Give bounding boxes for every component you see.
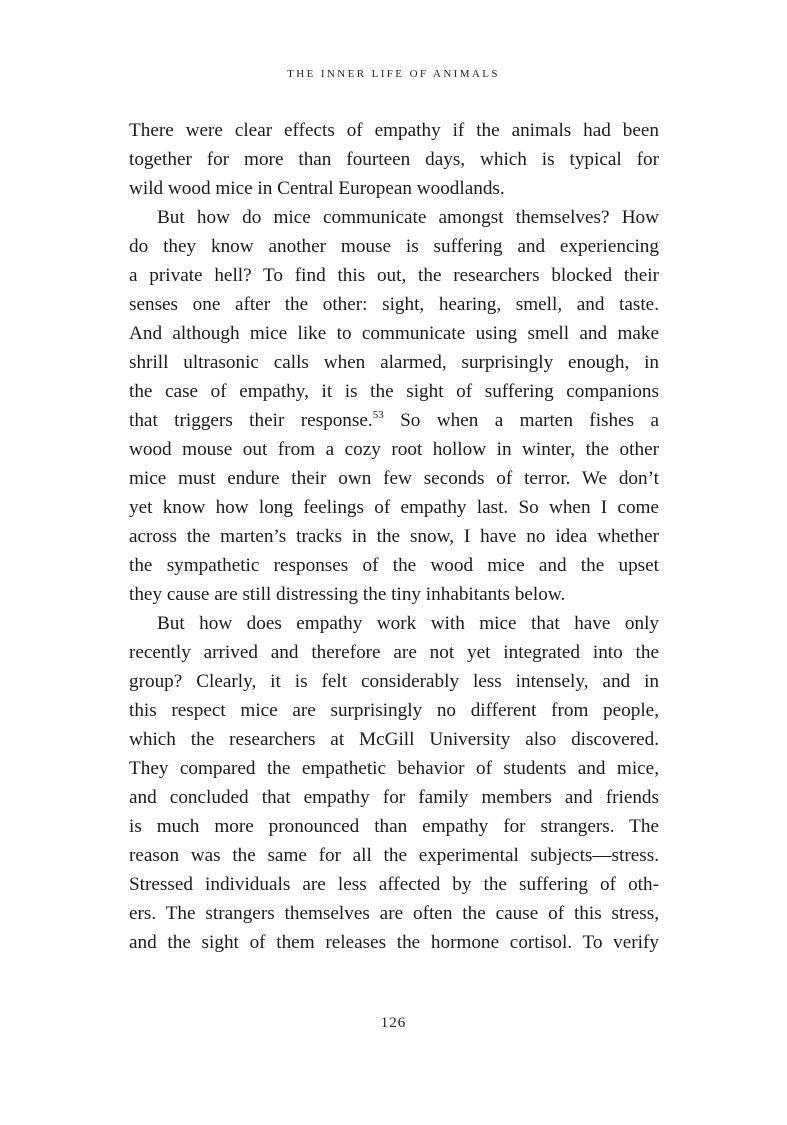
page-number: 126 [380, 1015, 407, 1031]
text-fragment: that triggers their response. [129, 410, 373, 431]
text-line: is much more pronounced than empathy for strangers. The [129, 816, 659, 837]
body-text [129, 116, 659, 957]
text-line: group? Clearly, it is felt considerably less intensely, and in [129, 671, 659, 692]
text-line: They compared the empathetic behavior of students and mice, [129, 758, 659, 779]
text-line: Stressed individuals are less affected by the suffering of oth- [129, 874, 659, 895]
text-line: across the marten’s tracks in the snow, I have no idea whether [129, 526, 659, 547]
text-line: wood mouse out from a cozy root hollow in winter, the other [129, 439, 659, 460]
text-line: But how do mice communicate amongst themselves? How [157, 207, 659, 228]
text-line: do they know another mouse is suffering and experiencing [129, 236, 659, 257]
text-line: ers. The strangers themselves are often the cause of this stress, [129, 903, 659, 924]
text-line: reason was the same for all the experimental subjects—stress. [129, 845, 659, 866]
text-line: shrill ultrasonic calls when alarmed, surprisingly enough, in [129, 352, 659, 373]
text-fragment: So when a marten fishes a [400, 410, 659, 431]
text-line: and the sight of them releases the hormone cortisol. To verify [129, 932, 659, 953]
text-line: together for more than fourteen days, which is typical for [129, 149, 659, 170]
text-line: And although mice like to communicate using smell and make [129, 323, 659, 344]
text-line: wild wood mice in Central European woodlands. [129, 178, 505, 199]
text-line: the sympathetic responses of the wood mice and the upset [129, 555, 659, 576]
text-line: yet know how long feelings of empathy last. So when I come [129, 497, 659, 518]
text-line-with-footnote [129, 406, 659, 435]
text-line: There were clear effects of empathy if the animals had been [129, 120, 659, 141]
text-line: recently arrived and therefore are not yet integrated into the [129, 642, 659, 663]
footnote-marker: 53 [372, 408, 384, 421]
running-head: THE INNER LIFE OF ANIMALS [287, 68, 500, 80]
text-line: a private hell? To find this out, the researchers blocked their [129, 265, 659, 286]
text-line: they cause are still distressing the tiny inhabitants below. [129, 584, 566, 605]
text-line: But how does empathy work with mice that have only [157, 613, 659, 634]
text-line: which the researchers at McGill University also discovered. [129, 729, 659, 750]
text-line: the case of empathy, it is the sight of suffering companions [129, 381, 659, 402]
text-line: this respect mice are surprisingly no different from people, [129, 700, 659, 721]
text-line: senses one after the other: sight, hearing, smell, and taste. [129, 294, 659, 315]
text-line: mice must endure their own few seconds of terror. We don’t [129, 468, 659, 489]
text-line: and concluded that empathy for family members and friends [129, 787, 659, 808]
